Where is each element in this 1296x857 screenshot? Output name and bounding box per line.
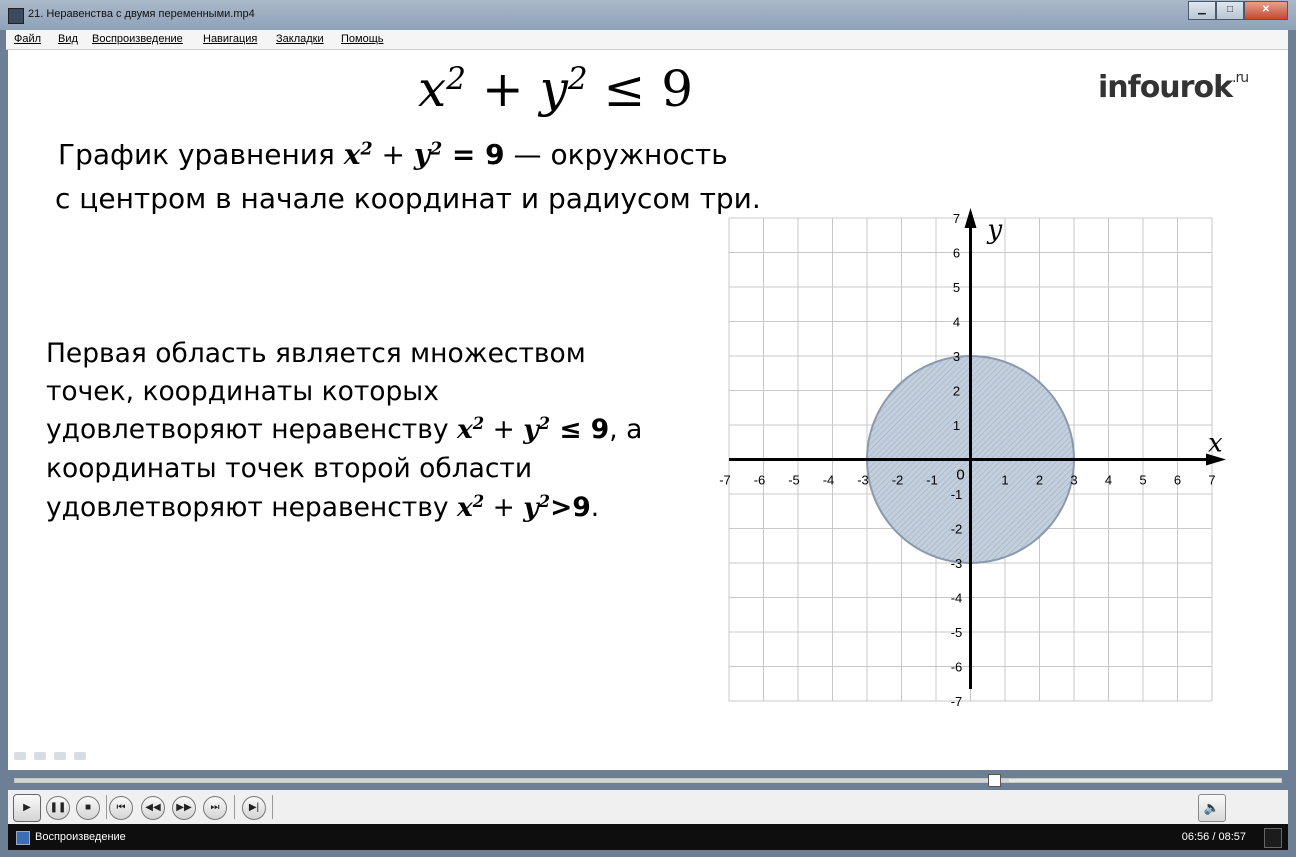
x-tick-label: 2 bbox=[1035, 472, 1044, 488]
time-readout: 06:56 / 08:57 bbox=[1181, 831, 1246, 843]
y-tick-label: -3 bbox=[950, 556, 963, 571]
slide-line-1 bbox=[58, 138, 728, 171]
x-tick-label: 6 bbox=[1173, 472, 1182, 488]
status-label: Воспроизведение bbox=[35, 831, 126, 843]
logo-suffix: .ru bbox=[1232, 70, 1249, 86]
x-tick-label: -3 bbox=[857, 472, 869, 488]
p5-x: x bbox=[456, 492, 473, 523]
p5-exp2: 2 bbox=[538, 491, 551, 511]
x-tick-label: -6 bbox=[753, 472, 766, 488]
y-tick-label: 3 bbox=[952, 349, 961, 364]
x-tick-label: 5 bbox=[1139, 472, 1147, 488]
logo-text: infourok bbox=[1098, 70, 1233, 105]
slide-formula bbox=[418, 60, 693, 118]
line1-eq: = 9 bbox=[442, 138, 505, 171]
line1-y: y bbox=[413, 138, 431, 171]
seek-progress bbox=[15, 779, 1009, 782]
formula-exp-x: 2 bbox=[446, 60, 466, 97]
window-controls bbox=[1188, 1, 1288, 20]
paragraph-line-5 bbox=[46, 492, 599, 523]
p5-plus: + bbox=[484, 492, 524, 523]
y-tick-label: -1 bbox=[950, 487, 963, 502]
formula-y: y bbox=[539, 60, 568, 118]
x-tick-label: -1 bbox=[926, 472, 938, 488]
forward-button[interactable]: ▶▶ bbox=[172, 796, 196, 820]
volume-icon[interactable]: 🔈 bbox=[1198, 794, 1226, 822]
seek-bar[interactable] bbox=[14, 778, 1282, 783]
player-controls bbox=[8, 790, 1288, 824]
pause-button[interactable]: ❚❚ bbox=[46, 796, 70, 820]
x-tick-label: -5 bbox=[788, 472, 800, 488]
menu-navigation[interactable]: Навигация bbox=[203, 33, 258, 45]
app-icon bbox=[8, 8, 24, 24]
y-tick-label: -2 bbox=[950, 521, 963, 537]
separator bbox=[272, 795, 273, 819]
p3-pre: удовлетворяют неравенству bbox=[46, 414, 457, 445]
menu-view[interactable]: Вид bbox=[58, 33, 78, 45]
p3-x: x bbox=[456, 414, 473, 445]
window-title: 21. Неравенства с двумя переменными.mp4 bbox=[28, 8, 255, 20]
line1-x: x bbox=[343, 138, 361, 171]
separator bbox=[106, 795, 107, 819]
y-tick-label: 6 bbox=[952, 245, 961, 261]
line1-exp1: 2 bbox=[360, 139, 373, 160]
menu-bar bbox=[6, 30, 1288, 50]
x-tick-label: 1 bbox=[1001, 472, 1009, 488]
y-axis-label: y bbox=[987, 215, 1003, 245]
x-axis-label: x bbox=[1208, 428, 1223, 459]
redo-icon bbox=[74, 752, 86, 760]
y-tick-label: 7 bbox=[952, 211, 961, 226]
paragraph-line-2: точек, координаты которых bbox=[46, 376, 439, 407]
paragraph-line-4: координаты точек второй области bbox=[46, 453, 533, 484]
infourok-logo bbox=[1098, 70, 1248, 105]
y-tick-label: 2 bbox=[952, 383, 961, 399]
separator bbox=[234, 795, 235, 819]
pen-icon bbox=[34, 752, 46, 760]
formula-x: x bbox=[418, 60, 447, 118]
p3-exp1: 2 bbox=[472, 413, 485, 433]
menu-help[interactable]: Помощь bbox=[341, 33, 384, 45]
y-tick-label: 4 bbox=[952, 314, 961, 330]
seek-thumb[interactable] bbox=[988, 774, 1001, 787]
formula-plus: + bbox=[465, 60, 540, 118]
rewind-button[interactable]: ◀◀ bbox=[141, 796, 165, 820]
x-tick-label: 3 bbox=[1070, 472, 1078, 488]
p3-post: , а bbox=[609, 414, 643, 445]
menu-playback[interactable]: Воспроизведение bbox=[92, 33, 183, 45]
p3-plus: + bbox=[484, 414, 524, 445]
x-tick-label: 4 bbox=[1104, 472, 1113, 488]
playback-state-icon bbox=[16, 831, 30, 845]
y-tick-label: -4 bbox=[950, 590, 963, 606]
frame-step-button[interactable]: ▶| bbox=[242, 796, 266, 820]
y-tick-label: 1 bbox=[952, 418, 961, 433]
p5-pre: удовлетворяют неравенству bbox=[46, 492, 457, 523]
close-button[interactable]: ✕ bbox=[1244, 1, 1288, 20]
menu-bookmarks[interactable]: Закладки bbox=[276, 33, 324, 45]
x-tick-label: -7 bbox=[719, 472, 731, 488]
minimize-button[interactable]: ▁ bbox=[1188, 1, 1216, 20]
line1-plus: + bbox=[372, 138, 414, 171]
x-tick-label: -4 bbox=[822, 472, 835, 488]
p3-exp2: 2 bbox=[538, 413, 551, 433]
y-tick-label: -6 bbox=[950, 659, 963, 675]
p3-rel: ≤ 9 bbox=[550, 414, 610, 445]
next-button[interactable]: ⏭ bbox=[203, 796, 227, 820]
line1-post: — окружность bbox=[504, 138, 728, 171]
status-bar bbox=[8, 824, 1288, 850]
y-tick-label: -5 bbox=[950, 625, 963, 640]
resize-grip[interactable] bbox=[1264, 828, 1282, 848]
line1-pre: График уравнения bbox=[58, 138, 344, 171]
p5-exp1: 2 bbox=[472, 491, 485, 511]
play-button[interactable]: ▶ bbox=[13, 794, 41, 822]
x-tick-label: -2 bbox=[891, 472, 904, 488]
slide-line-2: с центром в начале координат и радиусом три. bbox=[55, 182, 761, 215]
origin-label: 0 bbox=[956, 466, 965, 484]
p3-y: y bbox=[523, 414, 539, 445]
p5-rel: >9 bbox=[550, 492, 591, 523]
faded-tool-icons bbox=[14, 752, 94, 764]
formula-rel: ≤ 9 bbox=[587, 60, 694, 118]
y-tick-label: -7 bbox=[950, 694, 963, 709]
coordinate-graph bbox=[712, 206, 1232, 726]
eraser-icon bbox=[54, 752, 66, 760]
undo-icon bbox=[14, 752, 26, 760]
formula-exp-y: 2 bbox=[567, 60, 588, 97]
previous-button[interactable]: ⏮ bbox=[109, 796, 133, 820]
p5-y: y bbox=[523, 492, 539, 523]
paragraph-line-3 bbox=[46, 414, 642, 445]
menu-file[interactable]: Файл bbox=[14, 33, 42, 45]
p5-post: . bbox=[590, 492, 600, 523]
maximize-button[interactable]: □ bbox=[1216, 1, 1244, 20]
stop-button[interactable]: ■ bbox=[76, 796, 100, 820]
window-titlebar bbox=[0, 0, 1296, 30]
paragraph-line-1: Первая область является множеством bbox=[46, 338, 586, 369]
y-tick-label: 5 bbox=[952, 280, 961, 295]
x-tick-label: 7 bbox=[1208, 472, 1216, 488]
line1-exp2: 2 bbox=[430, 139, 443, 160]
